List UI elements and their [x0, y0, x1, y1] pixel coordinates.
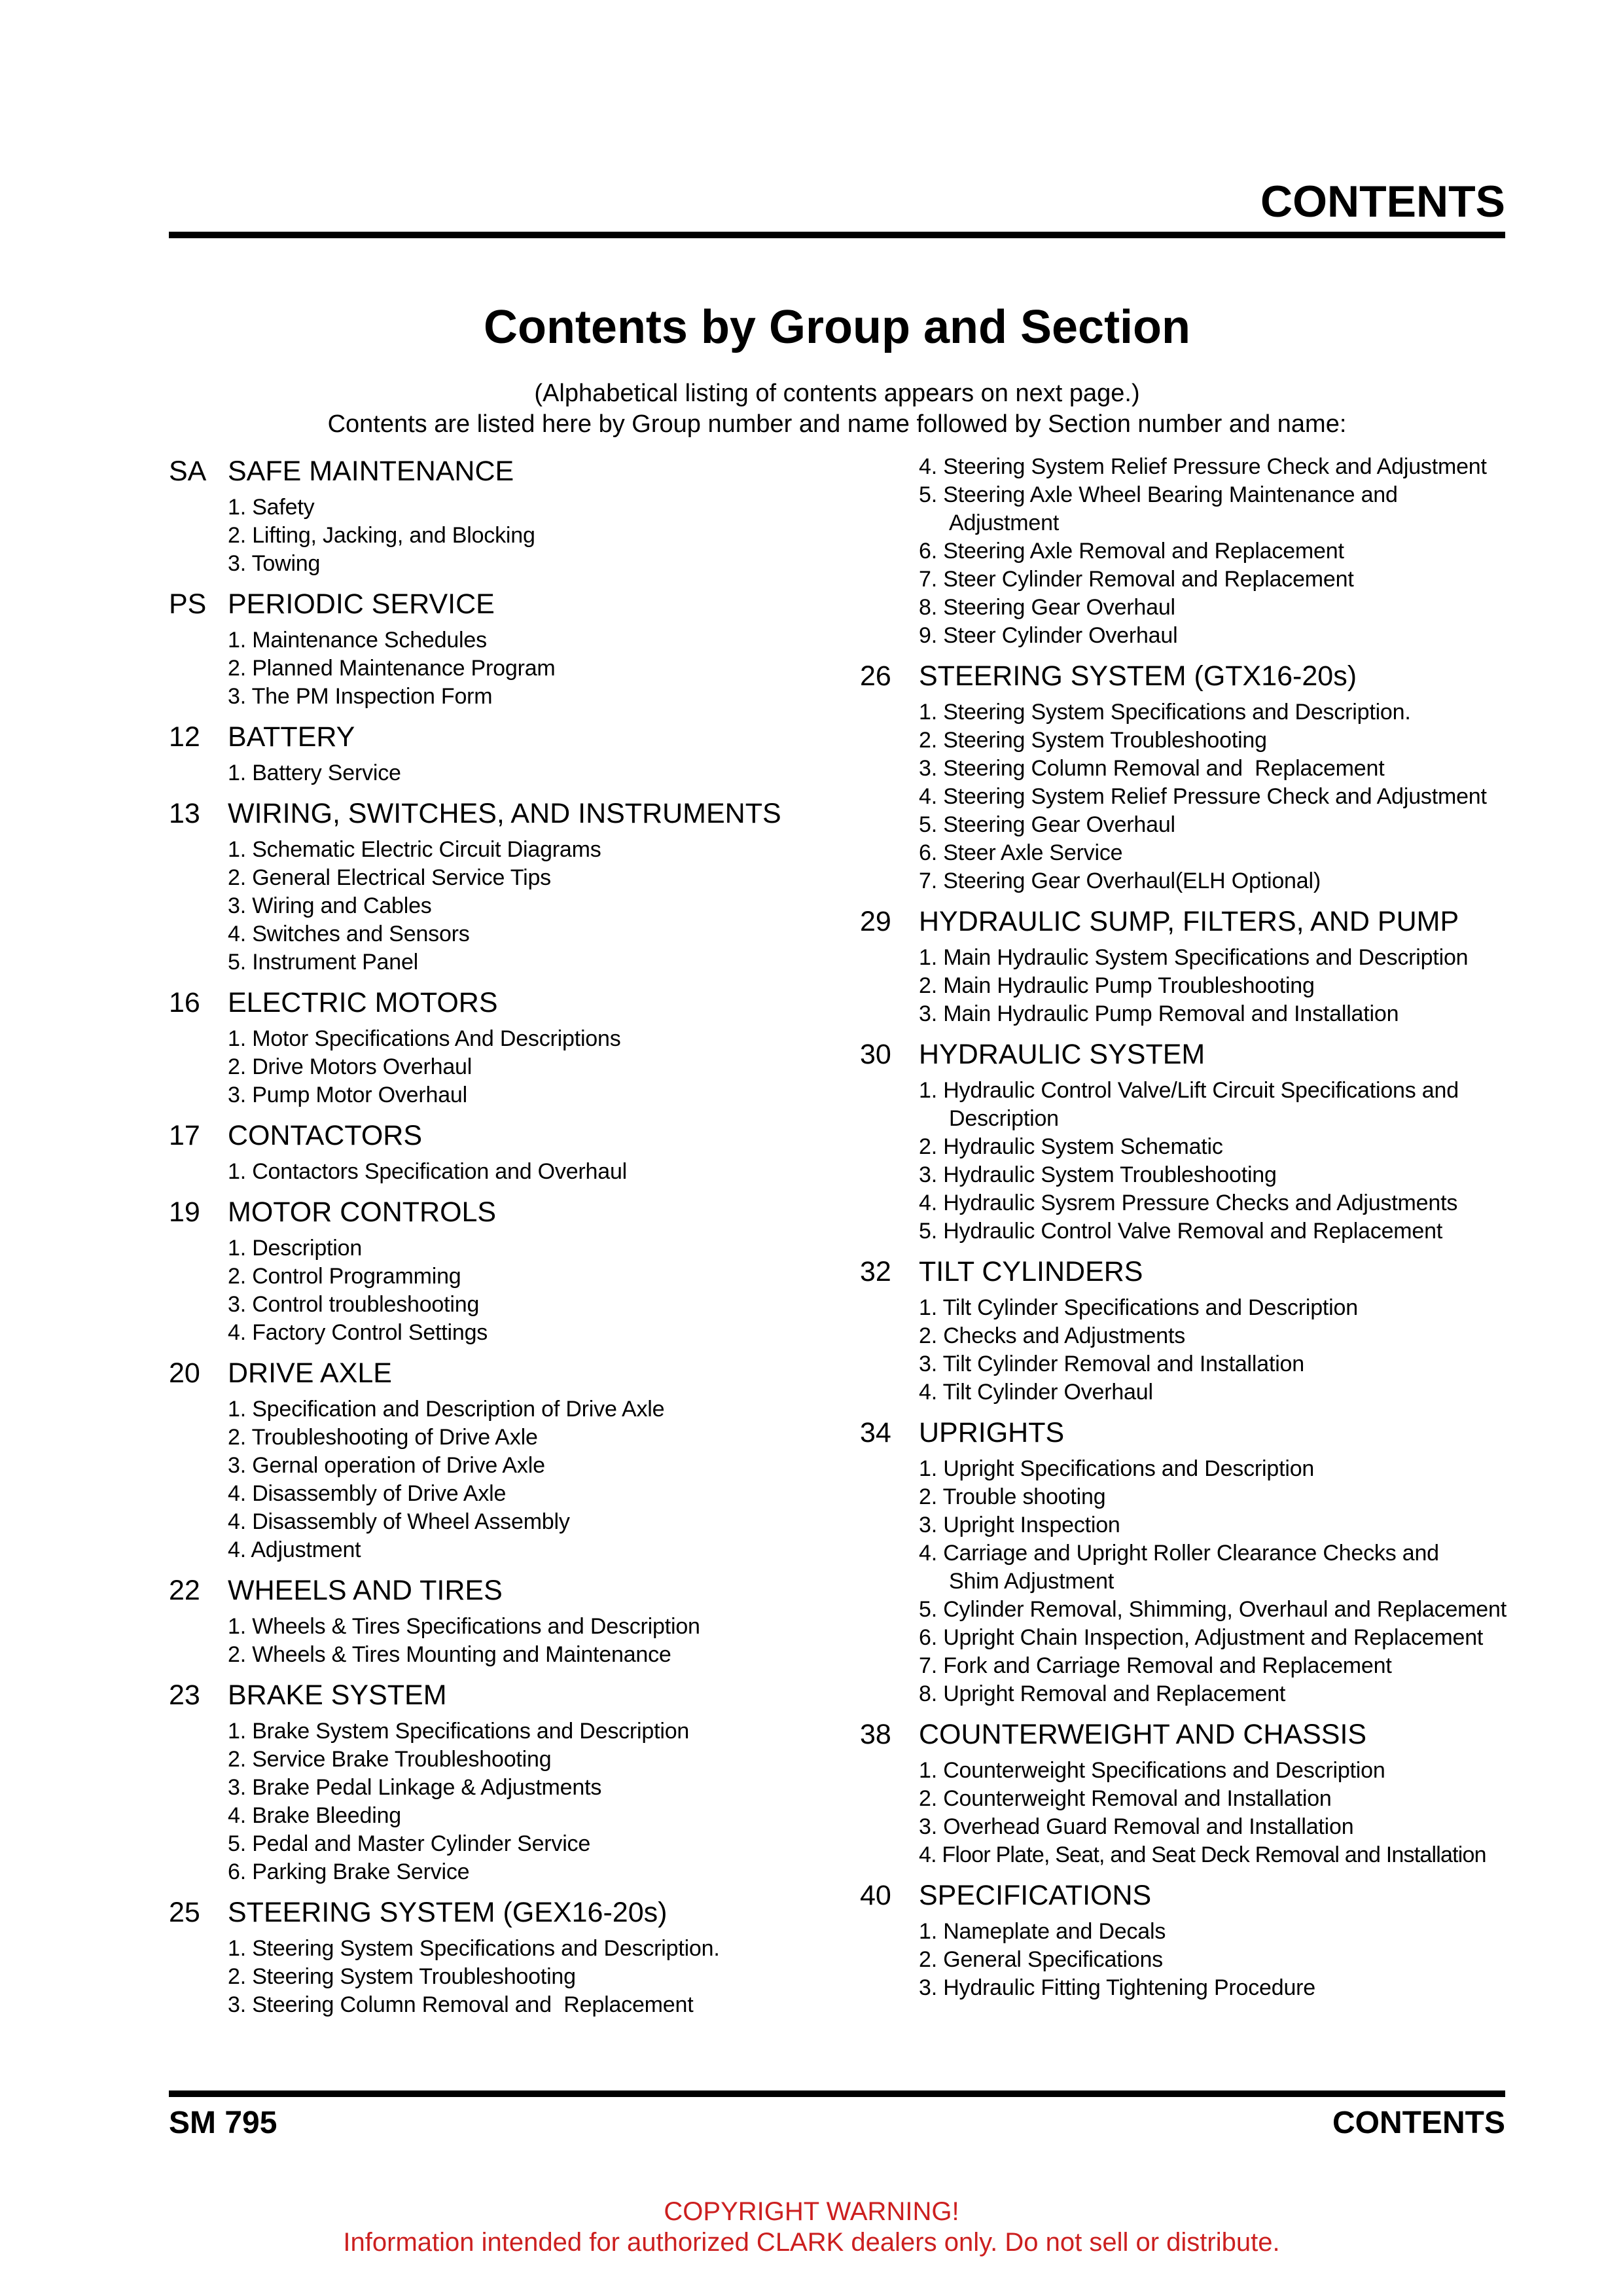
toc-item [919, 1757, 1507, 1785]
toc-item [919, 783, 1507, 811]
toc-item-line: 5. Steering Axle Wheel Bearing Maintenance and [919, 482, 1398, 507]
toc-item [919, 698, 1507, 726]
toc-item-line: 1. Wheels & Tires Specifications and Description [228, 1614, 700, 1639]
toc-item-line: 4. Factory Control Settings [228, 1320, 488, 1345]
toc-item-line: 1. Main Hydraulic System Specifications and Description [919, 945, 1469, 970]
toc-group [169, 1194, 797, 1347]
toc-item-line: 4. Disassembly of Wheel Assembly [228, 1509, 570, 1534]
group-title: DRIVE AXLE [228, 1357, 392, 1389]
toc-right-column [860, 453, 1507, 2027]
group-items [919, 944, 1507, 1028]
toc-item [919, 1652, 1507, 1680]
group-number: 13 [169, 798, 200, 829]
group-number: 20 [169, 1357, 200, 1389]
toc-item-line: 3. Control troubleshooting [228, 1292, 480, 1317]
group-items [919, 1757, 1507, 1869]
group-body [919, 1036, 1507, 1246]
group-title: BRAKE SYSTEM [228, 1679, 447, 1711]
group-title: STEERING SYSTEM (GEX16-20s) [228, 1897, 668, 1928]
toc-item-line: 2. Steering System Troubleshooting [228, 1964, 576, 1989]
toc-item [228, 493, 797, 522]
group-number: SA [169, 456, 207, 487]
toc-item-line: 3. Overhead Guard Removal and Installation [919, 1814, 1354, 1839]
group-items [228, 1613, 797, 1669]
group-title: STEERING SYSTEM (GTX16-20s) [919, 660, 1357, 692]
toc-group [860, 1414, 1507, 1708]
toc-item [228, 550, 797, 578]
toc-item [228, 655, 797, 683]
toc-item [919, 594, 1507, 622]
toc-columns [169, 453, 1505, 2027]
toc-item [228, 1291, 797, 1319]
toc-item-line: 1. Brake System Specifications and Description [228, 1719, 690, 1744]
toc-item [919, 867, 1507, 895]
toc-item-line: 1. Maintenance Schedules [228, 628, 487, 653]
toc-item [228, 626, 797, 655]
toc-item-continuation: Shim Adjustment [949, 1569, 1115, 1594]
group-items [228, 759, 797, 787]
group-body [919, 658, 1507, 895]
toc-item-line: 4. Disassembly of Drive Axle [228, 1481, 507, 1506]
toc-item [919, 755, 1507, 783]
group-title: UPRIGHTS [919, 1417, 1065, 1448]
toc-item-line: 3. Gernal operation of Drive Axle [228, 1453, 545, 1478]
page-footer [169, 2090, 1505, 2140]
group-number [860, 453, 919, 650]
group-body [919, 1414, 1507, 1708]
toc-item-line: 3. Upright Inspection [919, 1513, 1120, 1537]
toc-item [919, 1217, 1507, 1246]
group-items [228, 1158, 797, 1186]
toc-group [169, 719, 797, 787]
toc-item [919, 811, 1507, 839]
toc-group [169, 984, 797, 1109]
toc-item [228, 948, 797, 977]
toc-item-line: 4. Hydraulic Sysrem Pressure Checks and Adjustments [919, 1191, 1458, 1215]
toc-item [228, 1395, 797, 1424]
toc-item [228, 1935, 797, 1963]
toc-item [919, 565, 1507, 594]
toc-item-line: 1. Schematic Electric Circuit Diagrams [228, 837, 601, 862]
toc-item [919, 1455, 1507, 1483]
toc-group [169, 1572, 797, 1669]
toc-item-line: 4. Steering System Relief Pressure Check and Adjustment [919, 784, 1487, 809]
toc-group [169, 1677, 797, 1886]
toc-item [228, 1536, 797, 1564]
toc-item-line: 1. Motor Specifications And Descriptions [228, 1026, 621, 1051]
group-body [228, 1117, 797, 1186]
toc-item-line: 2. Control Programming [228, 1264, 461, 1289]
toc-item-line: 9. Steer Cylinder Overhaul [919, 623, 1178, 648]
toc-item-line: 6. Parking Brake Service [228, 1859, 470, 1884]
toc-item [919, 1000, 1507, 1028]
group-items [919, 1077, 1507, 1246]
toc-item [919, 1624, 1507, 1652]
toc-item-line: 6. Upright Chain Inspection, Adjustment and Replacement [919, 1625, 1484, 1650]
toc-item [919, 481, 1507, 537]
group-title: WHEELS AND TIRES [228, 1575, 503, 1606]
toc-item [919, 1680, 1507, 1708]
toc-item [919, 1946, 1507, 1974]
toc-item-line: 3. The PM Inspection Form [228, 684, 493, 709]
toc-item [228, 1053, 797, 1081]
group-number: 19 [169, 1196, 200, 1228]
toc-group [169, 586, 797, 711]
toc-item-line: 2. Service Brake Troubleshooting [228, 1747, 552, 1772]
group-body [228, 1572, 797, 1669]
group-number: 30 [860, 1039, 891, 1070]
toc-item-line: 3. Steering Column Removal and Replacement [919, 756, 1385, 781]
group-items [228, 1025, 797, 1109]
toc-item-line: 6. Steering Axle Removal and Replacement [919, 539, 1344, 564]
toc-item-line: 7. Steer Cylinder Removal and Replacement [919, 567, 1354, 592]
toc-item-line: 1. Contactors Specification and Overhaul [228, 1159, 628, 1184]
group-title: TILT CYLINDERS [919, 1256, 1143, 1287]
toc-item-line: 7. Steering Gear Overhaul(ELH Optional) [919, 869, 1321, 893]
group-body [919, 1716, 1507, 1869]
toc-item-line: 4. Switches and Sensors [228, 922, 470, 946]
group-body [919, 1253, 1507, 1407]
toc-item-line: 3. Brake Pedal Linkage & Adjustments [228, 1775, 602, 1800]
toc-item-continuation: Description [949, 1106, 1059, 1131]
group-number: 17 [169, 1120, 200, 1151]
toc-item-line: 1. Hydraulic Control Valve/Lift Circuit Specifications and [919, 1078, 1459, 1103]
toc-item-line: 1. Description [228, 1236, 363, 1261]
group-items [228, 1395, 797, 1564]
toc-group [169, 453, 797, 578]
footer-row [169, 2106, 1505, 2140]
group-body [919, 1877, 1507, 2002]
group-items [228, 1935, 797, 2019]
copyright-warning-text: Information intended for authorized CLARK dealers only. Do not sell or distribute. [343, 2228, 1280, 2257]
toc-item-line: 4. Tilt Cylinder Overhaul [919, 1380, 1153, 1405]
toc-item-line: 4. Adjustment [228, 1537, 361, 1562]
subtitle-line-2: Contents are listed here by Group number and name followed by Section number and name: [327, 410, 1347, 438]
group-title: SAFE MAINTENANCE [228, 456, 514, 487]
toc-left-column [169, 453, 797, 2027]
footer-manual-number: SM 795 [169, 2106, 277, 2140]
toc-group [169, 1117, 797, 1186]
group-body [228, 453, 797, 578]
toc-item [228, 1263, 797, 1291]
group-number: 23 [169, 1679, 200, 1711]
toc-item-line: 3. Hydraulic Fitting Tightening Procedure [919, 1975, 1316, 2000]
toc-item [919, 1539, 1507, 1596]
toc-item [228, 1319, 797, 1347]
footer-contents-label: CONTENTS [1332, 2106, 1505, 2140]
toc-item-line: 2. Hydraulic System Schematic [919, 1134, 1223, 1159]
group-items [919, 698, 1507, 895]
group-title: SPECIFICATIONS [919, 1880, 1152, 1911]
toc-item [228, 1025, 797, 1053]
group-items [228, 626, 797, 711]
copyright-warning-title: COPYRIGHT WARNING! [664, 2197, 959, 2226]
toc-item-line: 3. Wiring and Cables [228, 893, 432, 918]
group-title: HYDRAULIC SYSTEM [919, 1039, 1205, 1070]
toc-item-line: 3. Hydraulic System Troubleshooting [919, 1162, 1277, 1187]
toc-item-line: 3. Main Hydraulic Pump Removal and Installation [919, 1001, 1399, 1026]
toc-item-line: 3. Pump Motor Overhaul [228, 1083, 467, 1107]
toc-group [860, 1716, 1507, 1869]
toc-item-line: 1. Safety [228, 495, 315, 520]
group-items [919, 453, 1507, 650]
toc-item [228, 1717, 797, 1746]
toc-item-line: 1. Steering System Specifications and Description. [919, 700, 1411, 725]
toc-item [228, 1774, 797, 1802]
toc-item [919, 1596, 1507, 1624]
toc-group [860, 453, 1507, 650]
toc-item [919, 1350, 1507, 1378]
toc-item-line: 1. Steering System Specifications and Description. [228, 1936, 720, 1961]
group-body [228, 1194, 797, 1347]
toc-group [860, 658, 1507, 895]
group-title: CONTACTORS [228, 1120, 423, 1151]
toc-item [919, 1161, 1507, 1189]
group-items [228, 493, 797, 578]
toc-item [919, 537, 1507, 565]
toc-item [919, 1077, 1507, 1133]
group-body [919, 453, 1507, 650]
toc-item [228, 1234, 797, 1263]
toc-item [919, 1841, 1507, 1869]
toc-item [228, 1641, 797, 1669]
toc-item [919, 726, 1507, 755]
copyright-warning [0, 2197, 1623, 2258]
toc-item-line: 3. Steering Column Removal and Replacement [228, 1992, 694, 2017]
group-number: 16 [169, 987, 200, 1018]
toc-item [228, 1746, 797, 1774]
toc-item-line: 5. Steering Gear Overhaul [919, 812, 1175, 837]
toc-item [228, 920, 797, 948]
group-items [919, 1294, 1507, 1407]
toc-item [228, 522, 797, 550]
toc-item-line: 1. Upright Specifications and Description [919, 1456, 1315, 1481]
toc-item [228, 1858, 797, 1886]
toc-group [860, 1253, 1507, 1407]
toc-group [860, 1877, 1507, 2002]
toc-item-line: 3. Tilt Cylinder Removal and Installation [919, 1352, 1304, 1376]
toc-item [228, 1991, 797, 2019]
toc-item [228, 759, 797, 787]
toc-item [919, 1974, 1507, 2002]
group-number: 38 [860, 1719, 891, 1750]
group-items [228, 836, 797, 977]
group-title: WIRING, SWITCHES, AND INSTRUMENTS [228, 798, 781, 829]
toc-item-line: 2. General Electrical Service Tips [228, 865, 551, 890]
group-body [228, 1894, 797, 2019]
group-title: ELECTRIC MOTORS [228, 987, 498, 1018]
toc-item-line: 2. Troubleshooting of Drive Axle [228, 1425, 538, 1450]
group-body [228, 719, 797, 787]
toc-item [919, 1378, 1507, 1407]
toc-item [919, 1294, 1507, 1322]
toc-item [228, 1963, 797, 1991]
toc-item-line: 2. Lifting, Jacking, and Blocking [228, 523, 535, 548]
group-title: COUNTERWEIGHT AND CHASSIS [919, 1719, 1367, 1750]
group-items [919, 1918, 1507, 2002]
toc-item [919, 453, 1507, 481]
toc-item-line: 4. Brake Bleeding [228, 1803, 401, 1828]
toc-item [919, 972, 1507, 1000]
toc-group [860, 1036, 1507, 1246]
toc-item [228, 1081, 797, 1109]
toc-item [228, 1802, 797, 1830]
group-body [228, 1677, 797, 1886]
subtitle [169, 378, 1505, 440]
group-title: BATTERY [228, 721, 355, 753]
toc-item [228, 892, 797, 920]
toc-item-line: 2. Main Hydraulic Pump Troubleshooting [919, 973, 1315, 998]
toc-group [169, 795, 797, 977]
toc-item-continuation: Adjustment [949, 511, 1060, 535]
group-number: 22 [169, 1575, 200, 1606]
page-title: Contents by Group and Section [483, 301, 1191, 353]
toc-group [169, 1355, 797, 1564]
group-title: PERIODIC SERVICE [228, 588, 495, 620]
toc-item [919, 622, 1507, 650]
toc-item-line: 5. Instrument Panel [228, 950, 419, 975]
group-title: HYDRAULIC SUMP, FILTERS, AND PUMP [919, 906, 1459, 937]
toc-item-line: 2. Checks and Adjustments [919, 1323, 1186, 1348]
toc-item [919, 1511, 1507, 1539]
toc-item [919, 1813, 1507, 1841]
toc-item-line: 3. Towing [228, 551, 321, 576]
toc-item-line: 4. Steering System Relief Pressure Check and Adjustment [919, 454, 1487, 479]
toc-item-line: 8. Steering Gear Overhaul [919, 595, 1175, 620]
subtitle-line-1: (Alphabetical listing of contents appears on next page.) [534, 380, 1140, 407]
toc-item-line: 7. Fork and Carriage Removal and Replacement [919, 1653, 1392, 1678]
toc-item-line: 2. Steering System Troubleshooting [919, 728, 1267, 753]
group-number: 26 [860, 660, 891, 692]
page-header [169, 178, 1505, 238]
group-number: 34 [860, 1417, 891, 1448]
toc-item-line: 1. Specification and Description of Drive Axle [228, 1397, 665, 1422]
toc-item [919, 1189, 1507, 1217]
toc-item [919, 1785, 1507, 1813]
toc-item-line: 1. Counterweight Specifications and Description [919, 1758, 1385, 1783]
toc-item [919, 1483, 1507, 1511]
group-body [919, 903, 1507, 1028]
toc-item [228, 1508, 797, 1536]
group-number: 40 [860, 1880, 891, 1911]
toc-item-line: 5. Cylinder Removal, Shimming, Overhaul and Replacement [919, 1597, 1507, 1622]
toc-item [228, 1424, 797, 1452]
toc-item [228, 836, 797, 864]
toc-item [919, 944, 1507, 972]
toc-item [228, 1158, 797, 1186]
toc-item [919, 1918, 1507, 1946]
toc-item [228, 683, 797, 711]
toc-item-line: 2. Counterweight Removal and Installation [919, 1786, 1332, 1811]
toc-item-line: 5. Pedal and Master Cylinder Service [228, 1831, 591, 1856]
group-body [228, 795, 797, 977]
toc-item [228, 1480, 797, 1508]
toc-item-line: 1. Tilt Cylinder Specifications and Description [919, 1295, 1358, 1320]
toc-item-line: 2. General Specifications [919, 1947, 1163, 1972]
group-body [228, 586, 797, 711]
toc-item [228, 1830, 797, 1858]
footer-rule [169, 2090, 1505, 2097]
group-number: 25 [169, 1897, 200, 1928]
toc-group [860, 903, 1507, 1028]
header-contents-label: CONTENTS [1260, 177, 1505, 226]
toc-item [919, 1133, 1507, 1161]
toc-item-line: 6. Steer Axle Service [919, 840, 1123, 865]
toc-item-line: 8. Upright Removal and Replacement [919, 1681, 1286, 1706]
header-rule [169, 232, 1505, 238]
group-number: 12 [169, 721, 200, 753]
toc-item [919, 1322, 1507, 1350]
group-items [228, 1234, 797, 1347]
toc-item-line: 1. Battery Service [228, 761, 401, 785]
group-items [919, 1455, 1507, 1708]
toc-item-line: 2. Planned Maintenance Program [228, 656, 556, 681]
toc-item [228, 1613, 797, 1641]
toc-item-line: 4. Floor Plate, Seat, and Seat Deck Removal and Installation [919, 1842, 1486, 1867]
group-body [228, 984, 797, 1109]
toc-item-line: 2. Trouble shooting [919, 1484, 1106, 1509]
toc-item-line: 4. Carriage and Upright Roller Clearance Checks and [919, 1541, 1439, 1566]
group-number: PS [169, 588, 207, 620]
toc-item-line: 2. Drive Motors Overhaul [228, 1054, 473, 1079]
group-number: 32 [860, 1256, 891, 1287]
group-body [228, 1355, 797, 1564]
toc-item-line: 5. Hydraulic Control Valve Removal and Replacement [919, 1219, 1443, 1244]
group-items [228, 1717, 797, 1886]
group-number: 29 [860, 906, 891, 937]
toc-group [169, 1894, 797, 2019]
toc-item-line: 2. Wheels & Tires Mounting and Maintenance [228, 1642, 671, 1667]
toc-item [228, 1452, 797, 1480]
toc-item-line: 1. Nameplate and Decals [919, 1919, 1166, 1944]
group-title: MOTOR CONTROLS [228, 1196, 497, 1228]
toc-item [228, 864, 797, 892]
toc-item [919, 839, 1507, 867]
